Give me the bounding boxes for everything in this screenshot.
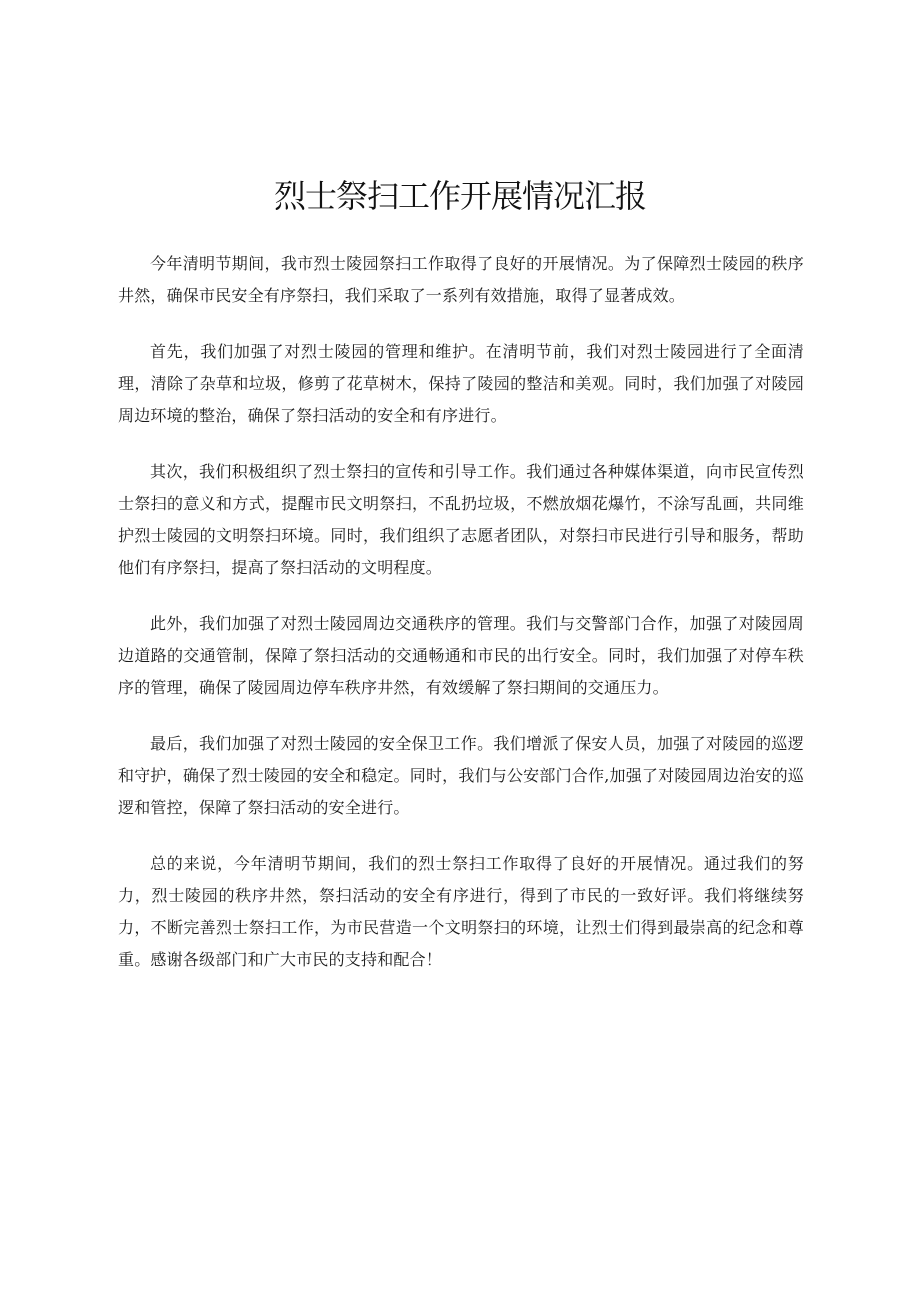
page-title: 烈士祭扫工作开展情况汇报 — [273, 177, 646, 215]
paragraph-summary: 总的来说，今年清明节期间，我们的烈士祭扫工作取得了良好的开展情况。通过我们的努力，烈士陵园的秩序井然，祭扫活动的安全有序进行，得到了市民的一致好评。我们将继续努力，不断完善烈士祭扫工作，为市民营造一个文明祭扫的环境，让烈士们得到最崇高的纪念和尊重。感谢各级部门和广大市民的支持和配合！ — [118, 854, 804, 969]
paragraph-management: 首先，我们加强了对烈士陵园的管理和维护。在清明节前，我们对烈士陵园进行了全面清理，清除了杂草和垃圾，修剪了花草树木，保持了陵园的整洁和美观。同时，我们加强了对陵园周边环境的整治，确保了祭扫活动的安全和有序进行。 — [118, 342, 804, 425]
paragraph-publicity: 其次，我们积极组织了烈士祭扫的宣传和引导工作。我们通过各种媒体渠道，向市民宣传烈士祭扫的意义和方式，提醒市民文明祭扫，不乱扔垃圾，不燃放烟花爆竹，不涂写乱画，共同维护烈士陵园的文明祭扫环境。同时，我们组织了志愿者团队，对祭扫市民进行引导和服务，帮助他们有序祭扫，提高了祭扫活动的文明程度。 — [118, 462, 804, 577]
document-body — [118, 248, 804, 1000]
paragraph-traffic: 此外，我们加强了对烈士陵园周边交通秩序的管理。我们与交警部门合作，加强了对陵园周边道路的交通管制，保障了祭扫活动的交通畅通和市民的出行安全。同时，我们加强了对停车秩序的管理，确保了陵园周边停车秩序井然，有效缓解了祭扫期间的交通压力。 — [118, 614, 804, 697]
paragraph-intro: 今年清明节期间，我市烈士陵园祭扫工作取得了良好的开展情况。为了保障烈士陵园的秩序井然，确保市民安全有序祭扫，我们采取了一系列有效措施，取得了显著成效。 — [118, 254, 804, 305]
paragraph-security: 最后，我们加强了对烈士陵园的安全保卫工作。我们增派了保安人员，加强了对陵园的巡逻和守护，确保了烈士陵园的安全和稳定。同时，我们与公安部门合作,加强了对陵园周边治安的巡逻和管控，保障了祭扫活动的安全进行。 — [118, 734, 804, 817]
